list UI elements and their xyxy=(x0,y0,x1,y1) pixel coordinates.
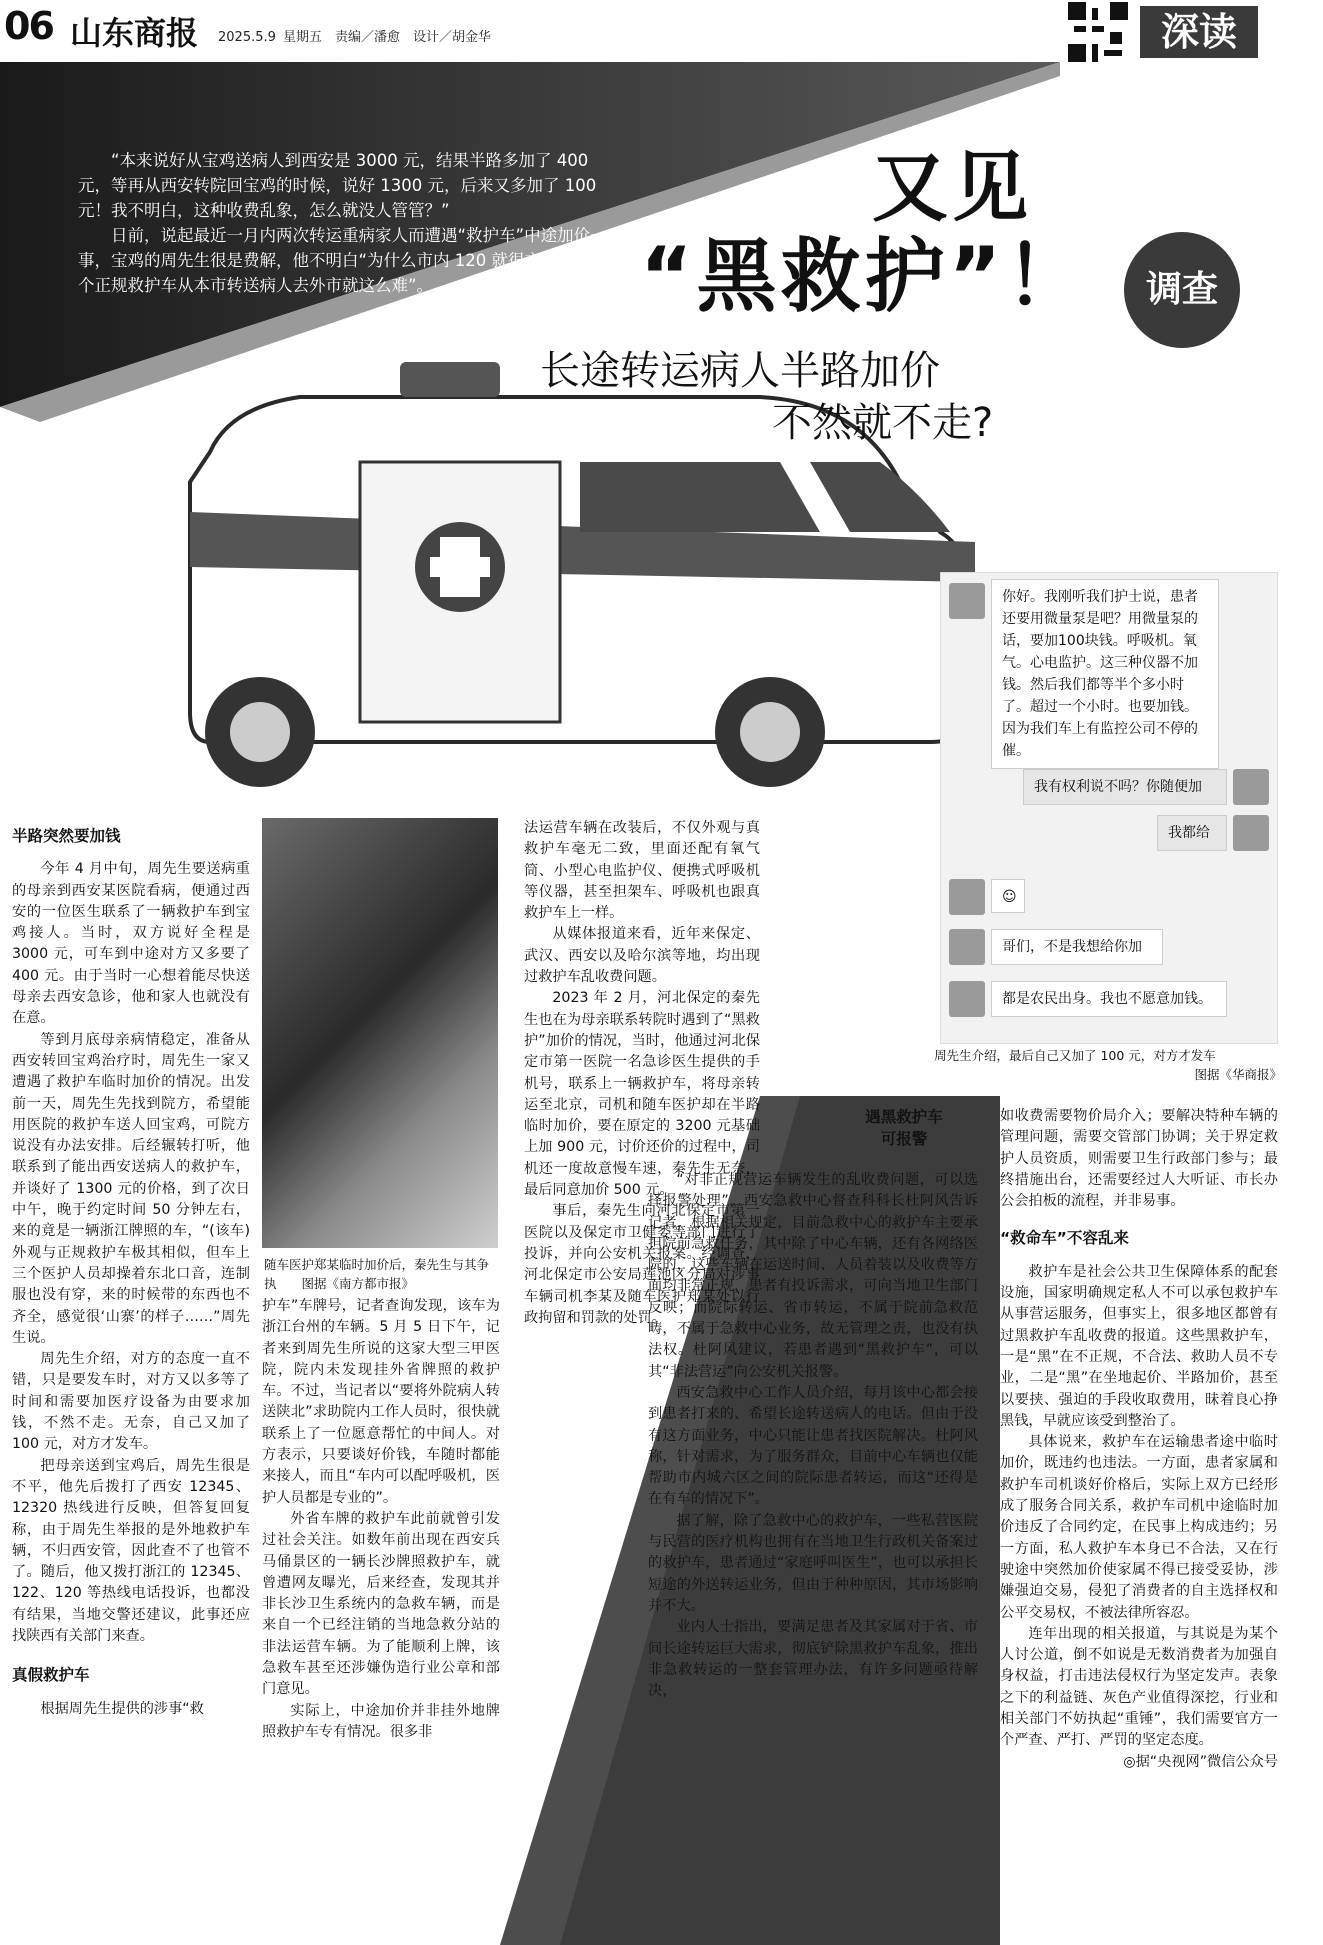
paragraph: 今年 4 月中旬，周先生要送病重的母亲到西安某医院看病，便通过西安的一位医生联系了一辆救护车到宝鸡接人。当时，双方说好全程是 3000 元，可车到中途对方又多要了 400 元。由于当时一心想着能尽快送母亲去西安急诊，他和家人也就没有在意。 xyxy=(12,861,250,1027)
page-header xyxy=(0,0,1323,62)
arrows-icon: >>> xyxy=(338,340,379,359)
paragraph: 从媒体报道来看，近年来保定、武汉、西安以及哈尔滨等地，均出现过救护车乱收费问题。 xyxy=(524,926,760,986)
emoji-icon: ☺ xyxy=(991,879,1025,913)
paper-name: 山东商报 xyxy=(70,14,199,52)
avatar xyxy=(949,929,985,965)
paragraph: 2023 年 2 月，河北保定的秦先生也在为母亲联系转院时遇到了“黑救护”加价的情况，当时，他通过河北保定市第一医院一名急诊医生提供的手机号，联系上一辆救护车，将母亲转运至北京，司机和随车医护却在半路临时加价，要在原定的 3200 元基础上加 900 元，讨价还价的过程中，司机还一度故意慢车速，秦先生无奈，最后同意加价 500 元。 xyxy=(524,990,760,1199)
paragraph: 周先生介绍，对方的态度一直不错，只是要发车时，对方又以多等了时间和需要加医疗设备为由要求加钱，不然不走。无奈，自己又加了 100 元，对方才发车。 xyxy=(12,1351,250,1453)
category-badge: 调查 xyxy=(1124,232,1240,348)
news-photo xyxy=(262,818,498,1248)
chat-message: 我有权利说不吗？你随便加 xyxy=(1023,769,1227,805)
section-heading: “救命车”不容乱来 xyxy=(1000,1229,1129,1248)
section-heading: 半路突然要加钱 xyxy=(12,827,121,845)
chat-caption xyxy=(934,1046,1282,1084)
paragraph: 据了解，除了急救中心的救护车，一些私营医院与民营的医疗机构也拥有在当地卫生行政机关备案过的救护车，患者通过“家庭呼叫医生”，也可以承担长短途的外送转运业务，但由于种种原因，其市场影响并不大。 xyxy=(648,1512,978,1614)
paragraph: 如收费需要物价局介入；要解决特种车辆的管理问题，需要交管部门协调；关于界定救护人员资质，则需要卫生行政部门参与；最终措施出台，还需要经过人大听证、市长办公会拍板的流程，并非易事。 xyxy=(1000,1108,1278,1210)
avatar xyxy=(949,583,985,619)
paragraph: 护车”车牌号，记者查询发现，该车为浙江台州的车辆。5 月 5 日下午，记者来到周先生所说的这家大型三甲医院，院内未发现挂外省牌照的救护车。不过，当记者以“要将外院病人转送陕北”求助院内工作人员时，很快就联系上了一位愿意帮忙的中间人。对方表示，只要谈好价钱，车随时都能来接人，而且“车内可以配呼吸机，医护人员都是专业的”。 xyxy=(262,1298,500,1506)
photo-credit: 图据《华商报》 xyxy=(1194,1067,1282,1082)
lead-intro: 日前，说起最近一月内两次转运重病家人而遭遇“救护车”中途加价一事，宝鸡的周先生很是费解，他不明白“为什么市内 120 就很方便，要找个正规救护车从本市转送病人去外市就这么难”。 xyxy=(78,226,608,295)
qr-code-icon xyxy=(1068,2,1128,62)
avatar xyxy=(1233,769,1269,805)
paragraph: 事后，秦先生向河北保定市第一医院以及保定市卫健委等部门进行了投诉，并向公安机关报案。经调查，河北保定市公安局莲池区分局对涉事车辆司机李某及随车医护郑某处以行政拘留和罚款的处罚。 xyxy=(524,1203,760,1326)
article-column-5 xyxy=(1000,1106,1278,1773)
paragraph: 外省车牌的救护车此前就曾引发过社会关注。如数年前出现在西安兵马俑景区的一辆长沙牌照救护车，就曾遭网友曝光，后来经查，发现其并非长沙卫生系统内的急救车辆，而是来自一个已经注销的当地急救分站的非法运营车辆。为了能顺利上牌，该急救车甚至还涉嫌伪造行业公章和部门意见。 xyxy=(262,1510,500,1698)
subheadline-line2: 不然就不走? xyxy=(772,400,994,446)
article-column-1 xyxy=(12,820,250,1720)
chat-message: 都是农民出身。我也不愿意加钱。 xyxy=(991,981,1227,1017)
paragraph: 把母亲送到宝鸡后，周先生很是不平，他先后拨打了西安 12345、12320 热线进行反映，但答复回复称，由于周先生举报的是外地救护车辆，不归西安管，因此查不了也管不了。随后，他又拨打浙江的 12345、122、120 等热线电话投诉，也都没有结果，当地交警还建议，此事还应找陕西有关部门来查。 xyxy=(12,1457,250,1644)
chat-message: 你好。我刚听我们护士说，患者还要用微量泵是吧？用微量泵的话，要加100块钱。呼吸机。氧气。心电监护。这三种仪器不加钱。然后我们都等半个多小时了。超过一个小时。也要加钱。因为我们车上有监控公司不停的催。 xyxy=(991,579,1219,769)
paragraph: 等到月底母亲病情稳定，准备从西安转回宝鸡治疗时，周先生一家又遭遇了救护车临时加价的情况。出发前一天，周先生先找到院方，希望能用医院的救护车送人回宝鸡，可院方说没有办法安排。后经辗转打听，他联系到了能出西安送病人的救护车，并谈好了 1300 元的价格，到了次日中午，晚于约定时间 50 分钟左右，来的竟是一辆浙江牌照的车，“(该车)外观与正规救护车极其相似，但车上三个医护人员却操着东北口音，连制服也没有穿，来的时候带的东西也不齐全，感觉很‘山寨’的样子……”周先生说。 xyxy=(12,1031,250,1346)
section-heading: 真假救护车 xyxy=(12,1666,90,1685)
paragraph: 连年出现的相关报道，与其说是为某个人讨公道，倒不如说是无数消费者为加强自身权益，打击违法侵权行为坚定发声。表象之下的利益链、灰色产业值得深挖，行业和相关部门不妨执起“重锤”，我们需要官方一个严查、严打、严罚的坚定态度。 xyxy=(1000,1625,1278,1749)
photo-caption: 随车医护郑某临时加价后，秦先生与其争执 图据《南方都市报》 xyxy=(264,1257,490,1291)
paragraph: 救护车是社会公共卫生保障体系的配套设施，国家明确规定私人不可以承包救护车从事营运服务，但事实上，很多地区都曾有过黑救护车乱收费的报道。这些黑救护车，一是“黑”在不正规，不合法、救助人员不专业，二是“黑”在坐地起价、半路加价，甚至以要挟、强迫的手段收取费用，昧着良心挣黑钱，早就应该受到整治了。 xyxy=(1000,1263,1278,1429)
paragraph: 业内人士指出，要满足患者及其家属对于省、市间长途转运巨大需求，彻底铲除黑救护车乱象，推出非急救转运的一整套管理办法，有许多问题亟待解决， xyxy=(648,1619,978,1700)
article-column-4 xyxy=(558,1170,978,1702)
page-number: 06 xyxy=(4,4,53,48)
paragraph: 具体说来，救护车在运输患者途中临时加价，既违约也违法。一方面，患者家属和救护车司机谈好价格后，实际上双方已经形成了服务合同关系，救护车司机中途临时加价违反了合同约定，在民事上构成违约；另一方面，私人救护车本身已不合法，又在行驶途中突然加价使家属不得已接受妥协，涉嫌强迫交易，侵犯了消费者的自主选择权和公平交易权，不被法律所容忍。 xyxy=(1000,1434,1278,1621)
issue-meta: 2025.5.9 星期五 责编／潘愈 设计／胡金华 xyxy=(218,30,492,45)
paragraph: 实际上，中途加价并非挂外地牌照救护车专有情况。很多非 xyxy=(262,1702,500,1740)
headline-line1: 又见 xyxy=(872,143,1032,232)
source-credit: ◎据“央视网”微信公众号 xyxy=(1123,1753,1278,1770)
chat-screenshot xyxy=(940,572,1278,1044)
headline-line2: “黑救护”！ xyxy=(640,230,1090,323)
article-column-2 xyxy=(262,1296,500,1743)
chat-message: 哥们，不是我想给你加 xyxy=(991,929,1163,965)
avatar xyxy=(949,879,985,915)
section-tag: 深读 xyxy=(1140,6,1258,58)
avatar xyxy=(949,981,985,1017)
paragraph: “对非正规营运车辆发生的乱收费问题，可以选择报警处理”，西安急救中心督查科科长杜阿风告诉记者，根据相关规定，目前急救中心的救护车主要承担院前急救任务，其中除了中心车辆，还有各网络医院的，这些车辆在运送时间、人员着装以及收费等方面均非常正规，患者有投诉需求，可向当地卫生部门反映；而院际转运、省市转运，不属于院前急救范畴，不属于急救中心业务，故无管理之责，也没有执法权。杜阿风建议，若患者遇到“黑救护车”，可以其“非法营运”向公安机关报警。 xyxy=(648,1172,978,1380)
lead-paragraphs xyxy=(78,148,618,298)
avatar xyxy=(1233,815,1269,851)
paragraph: 根据周先生提供的涉事“救 xyxy=(40,1700,204,1717)
paragraph: 西安急救中心工作人员介绍，每月该中心都会接到患者打来的、希望长途转送病人的电话。但由于没有这方面业务，中心只能让患者找医院解决。杜阿风称，针对需求，为了服务群众，目前中心车辆也仅能帮助市内城六区之间的院际患者转运，而这“还得是在有车的情况下”。 xyxy=(648,1384,978,1508)
subheadline-line1: 长途转运病人半路加价 xyxy=(540,348,940,394)
paragraph: 法运营车辆在改装后，不仅外观与真救护车毫无二致，里面还配有氧气筒、小型心电监护仪、便携式呼吸机等仪器，甚至担架车、呼吸机也跟真救护车上一样。 xyxy=(524,820,760,922)
section-heading: 遇黑救护车 可报警 xyxy=(865,1108,943,1148)
chat-message: 我都给 xyxy=(1157,815,1227,851)
caption-text: 周先生介绍，最后自己又加了 100 元，对方才发车 xyxy=(934,1048,1216,1063)
lead-quote: “本来说好从宝鸡送病人到西安是 3000 元，结果半路多加了 400 元，等再从西安转院回宝鸡的时候，说好 1300 元，后来又多加了 100 元！我不明白，这种收费乱象，怎么就没人管管？” xyxy=(78,151,597,220)
